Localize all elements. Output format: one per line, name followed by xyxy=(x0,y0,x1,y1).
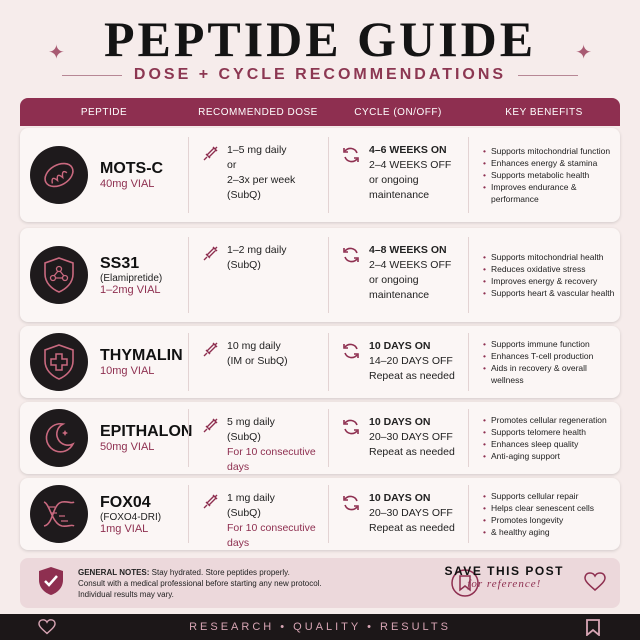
dose-line: (IM or SubQ) xyxy=(227,355,288,368)
cycle-cell xyxy=(328,485,468,543)
footer-tagline: RESEARCH • QUALITY • RESULTS xyxy=(189,621,451,633)
benefit-item: • & healthy aging xyxy=(483,526,594,538)
save-subtitle: for reference! xyxy=(467,578,542,590)
cycle-line: 4–6 WEEKS ON xyxy=(369,144,447,157)
cycle-line: 2–4 WEEKS OFF xyxy=(369,159,452,172)
notes-line-1: Stay hydrated. Store peptides properly. xyxy=(149,567,290,577)
save-title: SAVE THIS POST xyxy=(444,564,564,578)
benefit-item: • Supports telomere health xyxy=(483,426,607,438)
dose-cell xyxy=(188,237,328,312)
mitochondria-icon xyxy=(30,146,88,204)
dose-line: 1–5 mg daily xyxy=(227,144,287,157)
benefits-cell xyxy=(468,485,620,543)
peptide-cell xyxy=(20,228,188,322)
peptide-name: FOX04 xyxy=(100,493,151,511)
notes-line-3: Individual results may vary. xyxy=(78,589,174,599)
peptide-name: EPITHALON xyxy=(100,423,193,440)
cycle-line: or ongoing xyxy=(369,174,419,187)
peptide-alias: (FOXO4-DRI) xyxy=(100,511,162,523)
column-header-benefits: KEY BENEFITS xyxy=(505,106,583,118)
benefit-item: • Promotes cellular regeneration xyxy=(483,414,607,426)
cycle-icon xyxy=(341,145,361,170)
heart-icon[interactable] xyxy=(38,619,56,638)
page-subtitle: DOSE + CYCLE RECOMMENDATIONS xyxy=(133,66,507,83)
column-header-peptide: PEPTIDE xyxy=(80,106,128,118)
table-row xyxy=(20,326,620,398)
syringe-icon xyxy=(201,417,219,440)
peptide-vial: 1–2mg VIAL xyxy=(100,283,161,296)
cycle-icon xyxy=(341,493,361,518)
column-header-cycle: CYCLE (ON/OFF) xyxy=(354,106,442,118)
table-row xyxy=(20,478,620,550)
dose-line: (SubQ) xyxy=(227,189,261,202)
sparkle-icon: ✦ xyxy=(575,42,592,64)
cycle-line: maintenance xyxy=(369,189,430,202)
peptide-vial: 1mg VIAL xyxy=(100,522,149,535)
cycle-line: Repeat as needed xyxy=(369,522,455,535)
cycle-line: Repeat as needed xyxy=(369,446,455,459)
cycle-icon xyxy=(341,341,361,366)
peptide-vial: 40mg VIAL xyxy=(100,178,155,190)
benefits-cell xyxy=(468,237,620,312)
cycle-line: or ongoing xyxy=(369,274,419,287)
benefit-item: • Supports mitochondrial health xyxy=(483,251,614,263)
peptide-vial: 50mg VIAL xyxy=(100,441,155,453)
benefits-cell xyxy=(468,333,620,391)
dose-line: 10 mg daily xyxy=(227,340,281,353)
cycle-line: 10 DAYS ON xyxy=(369,340,431,353)
peptide-name: THYMALIN xyxy=(100,347,183,364)
page-title: PEPTIDE GUIDE xyxy=(103,11,537,67)
benefit-item: • Improves energy & recovery xyxy=(483,275,614,287)
syringe-icon xyxy=(201,341,219,364)
benefit-item: • Enhances sleep quality xyxy=(483,438,607,450)
shield-cross-icon xyxy=(30,333,88,391)
benefit-item: • Promotes longevity xyxy=(483,514,594,526)
heart-icon[interactable] xyxy=(584,572,606,597)
cycle-line: 20–30 DAYS OFF xyxy=(369,507,453,520)
bookmark-icon[interactable] xyxy=(586,619,600,639)
dose-cell xyxy=(188,333,328,391)
cycle-cell xyxy=(328,409,468,467)
dose-line: or xyxy=(227,159,237,172)
syringe-icon xyxy=(201,493,219,516)
dose-line: 5 mg daily xyxy=(227,416,275,429)
benefit-item: • Aids in recovery & overall wellness xyxy=(483,362,620,386)
benefit-item: • Supports immune function xyxy=(483,338,620,350)
cycle-icon xyxy=(341,245,361,270)
cycle-cell xyxy=(328,237,468,312)
dose-line: (SubQ) xyxy=(227,507,261,520)
save-post-callout xyxy=(445,564,564,590)
moon-icon xyxy=(30,409,88,467)
cycle-line: 4–8 WEEKS ON xyxy=(369,244,447,257)
syringe-icon xyxy=(201,245,219,268)
benefit-item: • Supports heart & vascular health xyxy=(483,287,614,299)
cycle-line: Repeat as needed xyxy=(369,370,455,383)
notes-label: GENERAL NOTES: xyxy=(78,567,150,577)
benefits-cell xyxy=(468,137,620,212)
benefits-cell xyxy=(468,409,620,467)
dose-line: (SubQ) xyxy=(227,431,261,444)
notes-text xyxy=(78,567,378,600)
cycle-cell xyxy=(328,333,468,391)
benefit-item: • Enhances T-cell production xyxy=(483,350,620,362)
peptide-cell xyxy=(20,128,188,222)
peptide-cell xyxy=(20,478,188,550)
column-header-dose: RECOMMENDED DOSE xyxy=(198,106,318,118)
benefit-item: • Supports metabolic health xyxy=(483,169,620,181)
peptide-cell xyxy=(20,326,188,398)
dna-icon xyxy=(30,485,88,543)
benefit-item: • Improves endurance & performance xyxy=(483,181,620,205)
dose-cell xyxy=(188,409,328,474)
benefit-item: • Supports mitochondrial function xyxy=(483,145,620,157)
cycle-line: maintenance xyxy=(369,289,430,302)
footer-bar xyxy=(0,614,640,640)
benefit-item: • Anti-aging support xyxy=(483,450,607,462)
peptide-cell xyxy=(20,402,193,474)
table-row xyxy=(20,128,620,222)
dose-note: For 10 consecutive days xyxy=(227,446,316,474)
syringe-icon xyxy=(201,145,219,168)
peptide-name: SS31 xyxy=(100,254,140,272)
table-row xyxy=(20,402,620,474)
dose-line: 2–3x per week xyxy=(227,174,296,187)
cycle-line: 10 DAYS ON xyxy=(369,492,431,505)
peptide-alias: (Elamipretide) xyxy=(100,272,163,284)
benefit-item: • Helps clear senescent cells xyxy=(483,502,594,514)
dose-line: (SubQ) xyxy=(227,259,261,272)
cycle-cell xyxy=(328,137,468,212)
dose-note: For 10 consecutive days xyxy=(227,522,316,550)
cycle-line: 20–30 DAYS OFF xyxy=(369,431,453,444)
benefit-item: • Reduces oxidative stress xyxy=(483,263,614,275)
shield-check-icon xyxy=(36,565,66,602)
subtitle-bar xyxy=(0,66,640,84)
dose-cell xyxy=(188,485,328,550)
cycle-line: 14–20 DAYS OFF xyxy=(369,355,453,368)
cycle-line: 2–4 WEEKS OFF xyxy=(369,259,452,272)
cycle-icon xyxy=(341,417,361,442)
peptide-name: MOTS-C xyxy=(100,160,164,177)
table-header xyxy=(20,98,620,126)
benefit-item: • Enhances energy & stamina xyxy=(483,157,620,169)
shield-molecule-icon xyxy=(30,246,88,304)
dose-line: 1–2 mg daily xyxy=(227,244,287,257)
benefit-item: • Supports cellular repair xyxy=(483,490,594,502)
peptide-vial: 10mg VIAL xyxy=(100,365,155,377)
dose-line: 1 mg daily xyxy=(227,492,275,505)
table-row xyxy=(20,228,620,322)
cycle-line: 10 DAYS ON xyxy=(369,416,431,429)
dose-cell xyxy=(188,137,328,212)
notes-line-2: Consult with a medical professional before starting any new protocol. xyxy=(78,578,322,588)
general-notes-box xyxy=(20,558,620,608)
sparkle-icon: ✦ xyxy=(48,42,65,64)
